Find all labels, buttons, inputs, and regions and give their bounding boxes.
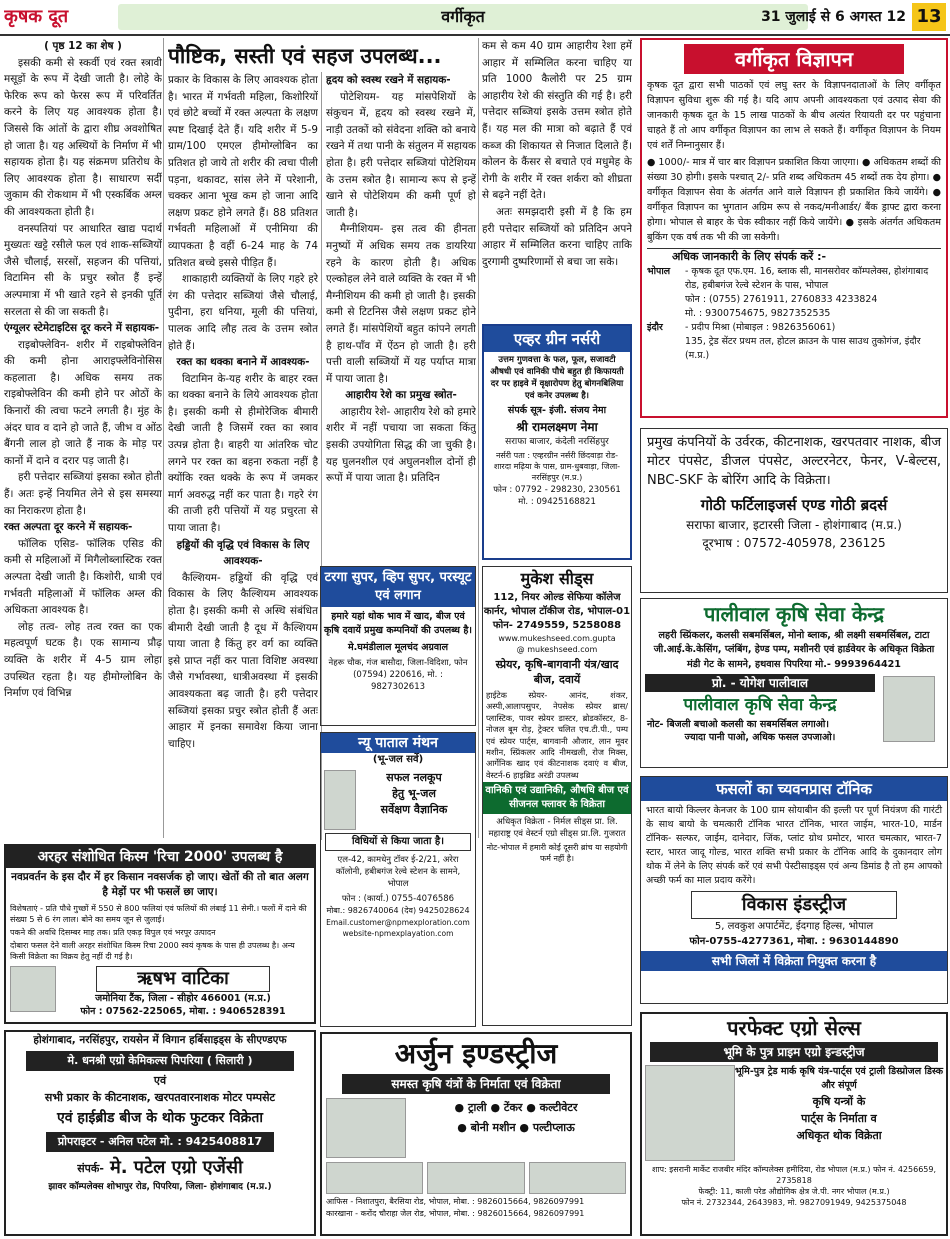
arjun-items-1: ● ट्राली ● टेंकर ● कल्टीवेटर [454,1101,578,1114]
contact-title: अधिक जानकारी के लिए संपर्क करें :- [672,250,827,263]
tarpa-ad [320,566,476,726]
perfect-line-4: अधिकृत थोक विक्रेता [796,1129,882,1142]
header-rule [0,34,950,36]
patal-line-3: सर्वेक्षण वैज्ञानिक [380,803,448,816]
gothi-address: सराफा बाजार, इटारसी जिला - होशंगाबाद (म.प्र.) [686,518,902,532]
section-title: वर्गीकृत [118,4,808,30]
perfect-ad [640,1012,948,1236]
subheading: रक्त अल्पता दूर करने में सहायक- [4,521,133,534]
masthead-logo [4,4,104,30]
implement-image [427,1162,524,1194]
tonic-company: विकास इंडस्ट्रीज [691,891,897,919]
paragraph: प्रकार के विकास के लिए आवश्यक होता है। भारत में गर्भवती महिला, किशोरियों एवं छोटे बच्चों में रक्त अल्पता के लक्षण स्पष्ट दिखाई देते हैं। यदि शरीर में 5-9 ग्राम/100 एमएल हीमोग्लोबिन का प्रतिशत हो जाये तो शरीर की त्वचा पीली पड़ना, थकावट, सांस लेने में परेशानी, चक्कर आना भूख कम हो जाना आदि लक्षण प्रकट होने लगते हैं। 88 प्रतिशत गर्भवती महिलाओं में एनीमिया की व्यापकता है वहीं 6-24 माह के 74 प्रतिशत बच्चे इससे पीड़ित हैं। [168,74,318,269]
mukesh-title: मुकेश सीड्स [520,569,594,588]
pump-image [883,676,935,742]
nursery-ad [482,324,632,560]
richa-subtitle: नवप्रवर्तन के इस दौर में हर किसान नवसर्जक हो जाए। खेतों की तो बात अलग है मेड़ों पर भी फसलें छा जाए। [11,871,309,898]
paragraph: कम से कम 40 ग्राम आहारीय रेशा हमें आहार में सम्मिलित करना चाहिए या प्रति 1000 कैलोरी पर 25 ग्राम आहारीय रेशे की संस्तुति की गई है। हरी पत्तेदार सब्जियां इसके उत्तम स्त्रोत होते हैं। यह मल की मात्रा को बढ़ाते हैं एवं कब्ज की शिकायत से निजात दिलाते हैं। कोलन के कैंसर से बचाते एवं मधुमेह के रोगी के शरीर में रक्त शर्करा को शीघ्रता से बढ़ने नहीं देते। [482,40,632,202]
gothi-name: गोठी फर्टिलाइजर्स एण्ड गोठी ब्रदर्स [700,496,888,514]
classified-body: कृषक दूत द्वारा सभी पाठकों एवं लघु स्तर के विज्ञापनदाताओं के लिए वर्गीकृत विज्ञापन सुविधा शुरू की गई है। यदि आप अपनी आवश्यकता एवं उत्पाद सेवा की जानकारी कृषक दूत के 15 लाख पाठकों के बीच अत्यंत रियायती दर पर पहुंचाना चाहते हैं तो आप वर्गीकृत विज्ञापन का लाभ ले सकते हैं। वर्गीकृत विज्ञापन के नियम एवं शर्तें निम्नानुसार हैं। [647,80,941,151]
patel-firm-1: मे. धनश्री एग्रो केमिकल्स पिपरिया ( सिलारी ) [26,1051,294,1071]
patal-title: न्यू पाताल मंथन [321,733,475,753]
patal-subtitle: (भू-जल सर्वे) [372,754,424,765]
patel-address: झावर कॉम्पलेक्स शोभापुर रोड, पिपरिया, जिला- होशंगाबाद (म.प्र.) [48,1182,272,1192]
patal-line-4: विधियों से किया जाता है। [325,833,471,851]
bhopal-label: भोपाल [647,266,671,277]
implement-image [529,1162,626,1194]
tarpa-address: नेहरू चौक, गंज बासौदा, जिला-विदिशा, फोन (07594) 220616, मो. : 9827302613 [328,658,468,692]
mukesh-email: @ mukeshseed.com [516,645,598,654]
subheading: हड्डियों की वृद्धि एवं विकास के लिए आवश्यक- [176,538,310,568]
article-column-3 [326,72,476,562]
arjun-ad [320,1032,632,1236]
gothi-ad [640,428,948,593]
subheading: आहारीय रेशे का प्रमुख स्त्रोत- [345,389,457,402]
continued-note: ( पृष्ठ 12 का शेष ) [44,40,122,52]
perfect-line-1: भूमि-पुत्र ट्रेड मार्क कृषि यंत्र-पार्ट्स एवं ट्राली डिस्प्रोजल डिस्क और संपूर्ण [735,1066,943,1091]
subheading: रक्त का थक्का बनाने में आवश्यक- [176,356,310,369]
patel-and: एवं [153,1074,167,1087]
bhopal-address: - कृषक दूत एफ.एम. 16, ब्लाक सी, मानसरोवर कॉम्पलेक्स, होशंगाबाद रोड, हबीबगंज रेल्वे स्टेशन के पास, भोपाल [685,266,929,291]
classified-rules: ● 1000/- मात्र में चार बार विज्ञापन प्रकाशित किया जाएगा। ● अधिकतम शब्दों की संख्या 30 होगी। इसके पश्चात् 2/- प्रति शब्द अधिकतम 45 शब्दों तक देय होगा। ● वर्गीकृत विज्ञापन सेवा के अंतर्गत आने वाले विज्ञापन ही प्रकाशित किये जायेंगे। ● वर्गीकृत विज्ञापन का भुगतान अग्रिम रूप से नकद/मनीआर्डर/ बैंक ड्राफ्ट द्वारा करना होगा। भोपाल से बाहर के चेक स्वीकार नहीं किये जायेंगे। ● इसके अंतर्गत अधिकतम बुकिंग एक वर्ष तक भी की जा सकेगी। [647,157,941,243]
perfect-subtitle: भूमि के पुत्र प्राइम एग्रो इन्डस्ट्रीज [650,1042,938,1062]
mukesh-band: वानिकी एवं उद्यानिकी, औषधि बीज एवं सीजनल फ्लावर के विक्रेता [483,782,631,814]
perfect-phone: फोन नं. 2732344, 2643983, मो. 9827091949, 9425375048 [681,1198,907,1207]
nursery-phone: फोन : 07792 - 298230, 230561 [493,485,621,495]
patel-contact-label: संपर्क- [77,1161,104,1175]
page-number: 13 [912,3,946,31]
tonic-ad [640,776,948,1004]
richa-feature-2: पकने की अवधि दिसम्बर माह तक। प्रति एकड़ विपुल एवं भरपूर उत्पादन [10,928,216,937]
richa-title: अरहर संशोधित किस्म 'रिचा 2000' उपलब्ध है [6,846,314,868]
paliwal-ad [640,598,948,768]
paragraph: राइबोफ्लेविन- शरीर में राइबोफ्लेविन की कमी होना आराइफ्लेविनोसिस कहलाता है। अधिक समय तक राइबोफ्लेविन की कमी होने पर ओठों के किनारों की त्वचा फटने लगती है। मुंह के अंदर घाव व दाने हो जाते हैं, जीभ व ओंठ बैंगनी लाल हो जाते हैं नाक के मोड़ पर कानों में दाने व दरार पड़ जाती है। [4,338,162,467]
paragraph: मैग्नीशियम- इस तत्व की हीनता मनुष्यों में अधिक समय तक डायरिया रहने के कारण होती है। अधिक एल्कोहल लेने वाले व्यक्ति के रक्त में भी मैग्नीशियम की कमी हो जाती है। इसकी कमी से टिटनिस जैसे लक्षण प्रकट होने लगते हैं। मांसपेशियों बहुत कांपने लगती है हाथ-पाँव में ऐंठन हो जाती है। हरी पत्ती वाली सब्जियों में यह पर्याप्त मात्रा में पाया जाता है। [326,223,476,385]
patal-line-1: सफल नलकूप [386,771,442,784]
paliwal-note-2: ज्यादा पानी पाओ, अधिक फसल उपजाओ। [684,732,836,743]
perfect-factory: फेक्ट्री: 11, काली परेड औद्योगिक क्षेत्र जे.पी. नगर भोपाल (म.प्र.) [698,1187,890,1196]
tonic-title: फसलों का च्यवनप्रास टॉनिक [641,777,947,801]
paragraph: विटामिन के-यह शरीर के बाहर रक्त का थक्का बनाने के लिये आवश्यक होता है। इसकी कमी से हीमोरेजिक बीमारी देखी जाती है जिसमें रक्त का स्त्राव उत्पन्न होता है। बाहरी या आंतरिक चोट लगने पर रक्त का बहना रुकता नहीं है क्योंकि रक्त थक्के के रूप में जमकर मार्ग अवरुद्ध नहीं कर पाता है। गहरे रंग की ताजी हरी पत्तियों में यह प्रचुरता से पाया जाता है। [168,372,318,535]
patel-ad [4,1030,316,1236]
column-rule [478,38,479,838]
paragraph: अतः समझदारी इसी में है कि हम हरी पत्तेदार सब्जियों को प्रतिदिन अपने आहार में सम्मिलित करना चाहिए ताकि दुरगामी दुष्परिणामों से बचा जा सके। [482,205,632,268]
patal-website: website-npmexplayation.com [342,929,454,938]
patel-products-2: एवं हाईब्रीड बीज के थोक फुटकर विक्रेता [57,1110,263,1126]
patal-ad [320,732,476,1027]
paragraph: वनस्पतियां पर आधारित खाद्य पदार्थ मुख्यतः खट्टे रसीले फल एवं शाक-सब्जियों जैसे चौलाई, सरसों, सहजन की पत्तियां, विटामिन सी के प्रचुर स्त्रोत हैं इन्हें अल्पमात्रा में भी खाते रहने से इनकी पूर्ति सरलता से की जा सकती है। [4,222,162,318]
article-column-2 [168,72,318,840]
column-rule [163,38,164,838]
indore-address: 135, ट्रेड सेंटर प्रथम तल, होटल क्राउन के पास साउथ तुकोगंज, इंदौर (म.प्र.) [685,336,921,361]
paliwal-title-2: पालीवाल कृषि सेवा केन्द्र [683,695,837,715]
column-1 [4,38,162,838]
nursery-location: नर्सरी पता : एव्हरग्रीन नर्सरी छिंदवाड़ा रोड- शारदा मढ़िया के पास, ग्राम-धुबवाड़ा, जिला- नरसिंहपुर (म.प्र.) [493,451,621,482]
parts-image [645,1065,735,1161]
paragraph: आहारीय रेशे- आहारीय रेशे को हमारे शरीर में नहीं पचाया जा सकता किंतु इसकी उपयोगिता सिद्ध की जा चुकी है। यह घुलनशील एवं अघुलनशील दोनों ही रूपों में पाया जाता है। प्रतिदिन [326,405,476,485]
paragraph: पोटेशियम- यह मांसपेशियों के संकुचन में, हृदय को स्वस्थ रखने में, नाड़ी उतकों को संवेदना शक्ति को बनाये रखने में तथा पानी के संतुलन में सहायक होता है। हरी पत्तेदार सब्जियां पोटेशियम के उत्तम स्त्रोत है। सामान्य रूप से इन्हें खाने से पोटेशियम की कमी पूर्ण हो जाती है। [326,90,476,219]
subheading: हृदय को स्वस्थ रखने में सहायक- [326,74,451,86]
paragraph: शाकाहारी व्यक्तियों के लिए गहरे हरे रंग की पत्तेदार सब्जियां जैसे चौलाई, पुदीना, हरा धनिया, मूली की पत्तियां, पालक आदि लौह तत्व के उत्तम स्त्रोत होते हैं। [168,273,318,352]
mukesh-phone: फोन- 2749559, 5258088 [492,620,622,631]
richa-ad [4,844,316,1024]
bhopal-phone: फोन : (0755) 2761911, 2760833 4233824 [685,294,878,305]
nursery-mobile: मो. : 09425168821 [518,497,596,507]
subheading: एंग्यूलर स्टेमेटाइटिस दूर करने में सहायक- [4,322,160,335]
patal-email: Email.customer@npmexploration.com [326,918,470,927]
classified-title: वर्गीकृत विज्ञापन [684,44,904,74]
tonic-body: भारत बायो किल्लर केनजर के 100 ग्राम सोयाबीन की इल्ली पर पूर्ण नियंत्रण की गारंटी के साथ बायो के चमत्कारी टॉनिक भारत टॉनिक, भारत जाईम, भारत-10, मार्डन टॉनिक- सल्फर, जाईम, दानेदार, जिंक, प्लांट ग्रोथ प्रमोटर, भारत चमत्कार, भारत-7 स्टार, भारत जादू गोल्ड, भारत शक्ति सभी प्रकार के टॉनिक आदि के दुकानदार लोग थोक में लेने के लिए संपर्क करें एवं सभी पेस्टीसाइड्स एवं अन्य डिमांड है तो हम आपको अच्छी फर्म का माल प्रदाय करेंगे। [646,805,942,886]
richa-feature-3: दोबारा फसल देने वाली अरहर संशोधित किस्म रिचा 2000 स्वयं कृषक के पास ही उपलब्ध है। अन्य किसी विक्रेता का विक्रय हेतु नहीं दी गई है। [10,941,295,961]
implement-image [326,1162,423,1194]
logo-text: कृषक दूत [4,6,69,27]
gothi-description: प्रमुख कंपनियों के उर्वरक, कीटनाशक, खरपतवार नाशक, बीज मोटर पंपसेट, डीजल पंपसेट, अल्टरनेटर, फेनर, V-बेल्टस, NBC-SKF के बोरिंग आदि के विक्रेता। [647,435,941,488]
richa-address: जमोनिया टैंक, जिला - सीहोर 466001 (म.प्र.) [95,993,271,1004]
patal-line-2: हेतु भू-जल [392,787,436,800]
paliwal-title: पालीवाल कृषि सेवा केन्द्र [703,602,885,626]
richa-phone: फोन : 07562-225065, मोबा. : 9406528391 [80,1006,286,1017]
arjun-title: अर्जुन इण्डस्ट्रीज [394,1037,558,1070]
patel-products: सभी प्रकार के कीटनाशक, खरपतवारनाशक मोटर पम्पसेट [44,1091,276,1104]
mukesh-note: नोट-भोपाल में हमारी कोई दूसरी ब्रांच या सहयोगी फर्म नहीं है। [486,843,628,864]
article-column-4 [482,38,632,320]
mukesh-products: हाईटेक स्प्रेयर- आनंद, शंकर, अस्पी,आलापसुपर, नेपसेक स्प्रेयर ब्रास/प्लास्टिक, पावर स्प्रेयर डास्टर, ब्रोडकॉस्टर, 8-नोजल बूम रोड़, ट्रेक्टर चलित एच.टी.पी., पम्प एवं स्प्रेयर पार्ट्स, बागवानी औजार, लान मूवर मशीन, स्प्रिंकलर आदि नीमखली, रोज मिक्स, आर्गेनिक खाद एवं कीटनाशक दवाएं व बीज, वेस्टर्न-6 हाइब्रिड अरंडी उपलब्ध [486,690,628,780]
indore-label: इंदौर [647,322,663,333]
borewell-image [324,770,356,830]
patal-address: एल-42, कामधेनु टॉवर ई-2/21, अरेरा कॉलोनी, हबीबगंज रेल्वे स्टेशन के सामने, भोपाल [335,855,461,889]
patal-mobile: मोबा.: 9826740064 (देव) 9425028624 [326,906,470,915]
tarpa-tagline: हमारे यहां थोक भाव में खाद, बीज एवं कृषि दवायें प्रमुख कम्पनियों की उपलब्ध है। [324,611,472,636]
paragraph: हरी पत्तेदार सब्जियां इसका स्त्रोत होती हैं। अतः इन्हें नियमित लेने से इस समस्या का निराकरण होता है। [4,471,162,517]
nursery-title: एव्हर ग्रीन नर्सरी [484,326,630,352]
tonic-address: 5, लवकुश अपार्टमेंट, ईदगाह हिल्स, भोपाल [714,921,874,932]
mukesh-website: www.mukeshseed.com.gupta [498,634,616,643]
tonic-footer: सभी जिलों में विक्रेता नियुक्त करना है [641,951,947,971]
perfect-shop: शाप: इसरानी मार्केट राजबीर मंदिर कॉम्पलेक्स हमीदिया, रोड भोपाल (म.प्र.) फोन नं. 4256659, 2735818 [651,1165,937,1185]
perfect-line-3: पार्ट्स के निर्माता व [801,1112,877,1125]
tonic-phone: फोन-0755-4277361, मोबा. : 9630144890 [689,936,899,947]
paragraph: इसकी कमी से स्कर्वी एवं रक्त स्त्रावी मसूड़ों के रूप में देखी जाती है। लोहे के फेरिक रूप को फेरस रूप में परिवर्तित करने के लिए यह आवश्यक होता है। जिससे कि आंतों के द्वारा शीघ्र अवशोषित हो जाता है। यह अस्थियों के निर्माण में भी सहायक होता है। यह संक्रमण प्रतिरोध के लिए आवश्यक होता है। साधारण सर्दी जुकाम की रोकथाम में भी एस्कर्बिक अम्ल की आवश्यकता होती है। [4,56,162,218]
nursery-address: सराफा बाजार, कंदेली नरसिंहपुर [505,437,609,447]
richa-company: ऋषभ वाटिका [96,966,270,992]
patel-proprietor: प्रोपराइटर - अनिल पटेल मो. : 9425408817 [46,1132,274,1152]
arjun-factory: कारखाना - करोंद चौराहा जेल रोड, भोपाल, मोबा. : 9826015664, 9826097991 [326,1209,585,1218]
seal-image [10,966,56,1012]
arjun-office: आफिस - निशातपुरा, बैरसिया रोड, भोपाल, मोबा. : 9826015664, 9826097991 [326,1197,585,1206]
nursery-tagline: उत्तम गुणवत्ता के फल, फूल, सजावटी औषधी एवं वानिकी पौधे बहुत ही किफायती दर पर हाइवे में वृक्षारोपण हेतु बोगनबिलिया एवं कनेर उपलब्ध है। [490,355,624,401]
nursery-owner: श्री रामलक्ष्मण नेमा [516,420,598,434]
patel-topline: होशंगाबाद, नरसिंहपुर, रायसेन में विगान हर्बिसाइड्स के सीएण्डएफ [33,1034,287,1046]
paliwal-note: नोट- बिजली बचाओ कलसी का सबमर्सिबल लगाओ। [647,719,830,730]
patel-firm-2: मे. पटेल एग्रो एजेंसी [109,1157,243,1178]
richa-feature-1: विशेषताएं - प्रति पौधे गुच्छों में 550 से 800 फलियां एवं फलियों की लंबाई 11 सेमी.। फलों में दाने की संख्या 5 से 6 रंग लाल। बोने का समय जून से जुलाई। [10,904,307,924]
perfect-line-2: कृषि यन्त्रों के [812,1095,866,1108]
gothi-phone: दूरभाष : 07572-405978, 236125 [702,536,886,550]
tarpa-name: मे.घमंडीलाल मूलचंद अग्रवाल [347,642,449,653]
tractor-trolley-image [326,1098,406,1158]
patal-phone: फोन : (कार्या.) 0755-4076586 [341,894,455,904]
indore-contact: - प्रदीप मिश्रा (मोबाइल : 9826356061) [685,322,836,333]
mukesh-address: 112, नियर ओल्ड सेफिया कॉलेज कार्नर, भोपाल टॉकीज रोड, भोपाल-01 [483,592,631,617]
classified-info-box [640,38,948,418]
paragraph: लोह तत्व- लोह तत्व रक्त का एक महत्वपूर्ण घटक है। एक सामान्य प्रौढ़ व्यक्ति के शरीर में 4-5 ग्राम लोहा उपस्थित रहता है। यह हीमोग्लोबिन के निर्माण एवं विभिन्न [4,620,162,700]
issue-date: 31 जुलाई से 6 अगस्त 12 [761,9,906,25]
tarpa-title: टरगा सुपर, व्हिप सुपर, परस्यूट एवं लगान [321,567,475,607]
bhopal-mobile: मो. : 9300754675, 9827352535 [685,308,831,319]
mukesh-dealer: अधिकृत विक्रेता - निर्मल सीड्स प्रा. लि. महाराष्ट्र एवं वेस्टर्न एग्रो सीड्स प्रा.लि. गुजरात [488,817,626,840]
arjun-subtitle: समस्त कृषि यंत्रों के निर्माता एवं विक्रेता [342,1074,610,1094]
article-title: पौष्टिक, सस्ती एवं सहज उपलब्ध... [168,44,442,68]
paliwal-products: लहरी स्प्रिंकलर, कलसी सबमर्सिबल, मोनो ब्लाक, श्री लक्ष्मी सबमर्सिबल, टाटा जी.आई.के.केसिंग, प्लंबिंग, हेण्ड पम्प, मशीनरी एवं हार्डवेयर के अधिकृत विक्रेता [653,630,935,655]
nursery-contact: संपर्क सूत्र- इंजी. संजय नेमा [507,405,607,416]
paragraph: फॉलिक एसिड- फॉलिक एसिड की कमी से महिलाओं में मिगैलोब्लास्टिक रक्त अल्पता देखी जाती है। किशोरी, धात्री एवं गर्भवती महिलाओं में फॉलिक अम्ल की अधिकता आवश्यक है। [4,537,162,617]
mukesh-subtitle: स्प्रेयर, कृषि-बागवानी यंत्र/खाद बीज, दवायें [495,658,619,686]
paragraph: कैल्शियम- हड्डियों की वृद्धि एवं विकास के लिए कैल्शियम आवश्यक होता है। इसकी कमी से अस्थि संबंधित बीमारी देखी जाती है दूध में कैल्शियम पाया जाता है किंतु हर वर्ग का व्यक्ति इसे प्राप्त नहीं कर पाता विशिष्ट अवस्था जैसे गर्भावस्था, धात्रीअवस्था में इसकी आवश्यकता बढ़ जाती है। हरी पत्तेदार सब्जियां इसका प्रचुर स्त्रोत होती हैं अतः आहार में इनका समावेश किया जाना चाहिए। [168,571,318,750]
paliwal-proprietor: प्रो. - योगेश पालीवाल [645,674,875,692]
paliwal-address: मंडी गेट के सामने, हथवास पिपरिया मो.- 9993964421 [687,659,901,670]
perfect-title: परफेक्ट एग्रो सेल्स [727,1016,861,1040]
mukesh-ad [482,566,632,1026]
arjun-items-2: ● बोनी मशीन ● पल्टीप्लाऊ [457,1121,575,1134]
